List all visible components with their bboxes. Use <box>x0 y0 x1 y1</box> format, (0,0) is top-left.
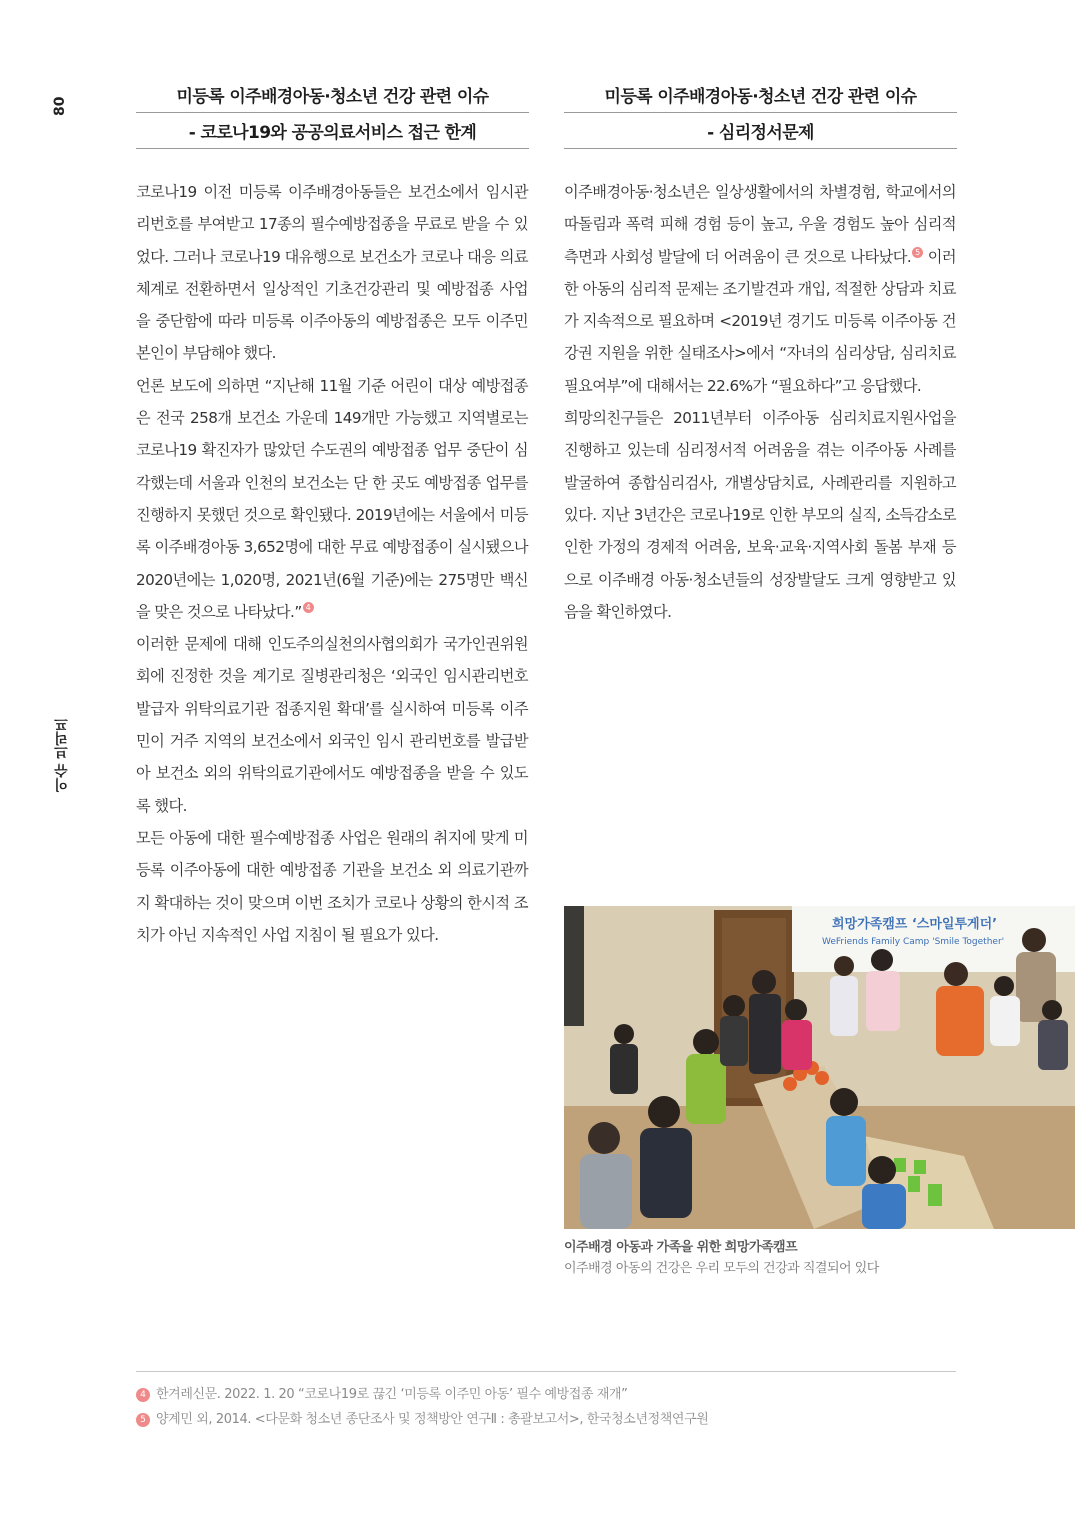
left-heading-line2: - 코로나19와 공공의료서비스 접근 한계 <box>136 117 529 149</box>
right-paragraph: 희망의친구들은 2011년부터 이주아동 심리치료지원사업을 진행하고 있는데 심리정서적 어려움을 겪는 이주아동 사례를 발굴하여 종합심리검사, 개별상담치료, 사례관리를 지원하고 있다. 지난 3년간은 코로나19로 인한 부모의 실직, 소득감소로 인한 가정의 경제적 어려움, 보육·교육·지역사회 돌봄 부재 등으로 이주배경 아동·청소년들의 성장발달도 크게 영향받고 있음을 확인하였다. <box>564 409 956 621</box>
footnote-marker[interactable]: 5 <box>912 247 923 258</box>
left-heading-line1: 미등록 이주배경아동·청소년 건강 관련 이슈 <box>136 82 529 113</box>
right-heading-line1: 미등록 이주배경아동·청소년 건강 관련 이슈 <box>564 82 957 113</box>
footnote-marker[interactable]: 4 <box>303 602 314 613</box>
footnote-text: 한겨레신문. 2022. 1. 20 “코로나19로 끊긴 ‘미등록 이주민 아동’ 필수 예방접종 재개” <box>156 1387 628 1402</box>
caption-title: 이주배경 아동과 가족을 위한 희망가족캠프 <box>564 1240 798 1255</box>
left-paragraph: 코로나19 이전 미등록 이주배경아동들은 보건소에서 임시관리번호를 부여받고 17종의 필수예방접종을 무료로 받을 수 있었다. 그러나 코로나19 대유행으로 보건소가 코로나 대응 의료체계로 전환하면서 일상적인 기초건강관리 및 예방접종 사업을 중단함에 따라 미등록 이주아동의 예방접종은 모두 이주민 본인이 부담해야 했다. <box>136 183 528 363</box>
right-column-heading <box>564 82 957 149</box>
banner-subtitle: WeFriends Family Camp 'Smile Together' <box>822 937 1005 947</box>
left-column-heading <box>136 82 529 149</box>
left-paragraph: 모든 아동에 대한 필수예방접종 사업은 원래의 취지에 맞게 미등록 이주아동에 대한 예방접종 기관을 보건소 외 의료기관까지 확대하는 것이 맞으며 이번 조치가 코로나 상황의 한시적 조치가 아닌 지속적인 사업 지침이 될 필요가 있다. <box>136 828 528 944</box>
left-column-body <box>136 176 528 951</box>
caption-subtitle: 이주배경 아동의 건강은 우리 모두의 건강과 직결되어 있다 <box>564 1261 879 1276</box>
right-heading-line2: - 심리정서문제 <box>564 117 957 149</box>
camp-photo <box>564 906 1075 1229</box>
left-paragraph-text: 언론 보도에 의하면 “지난해 11월 기준 어린이 대상 예방접종은 전국 258개 보건소 가운데 149개만 가능했고 지역별로는 코로나19 확진자가 많았던 수도권의 예방접종 업무 중단이 심각했는데 서울과 인천의 보건소는 단 한 곳도 예방접종 업무를 진행하지 못했던 것으로 확인됐다. 2019년에는 서울에서 미등록 이주배경아동 3,652명에 대한 무료 예방접종이 실시됐으나 2020년에는 1,020명, 2021년(6월 기준)에는 275명만 백신을 맞은 것으로 나타났다.” <box>136 376 528 621</box>
camp-photo-illustration <box>564 906 1075 1229</box>
left-paragraph <box>136 370 528 628</box>
footnote-item <box>136 1385 956 1405</box>
footnote-number: 4 <box>136 1388 150 1402</box>
section-side-title: 이슈 브리프 <box>54 717 70 792</box>
footnote-item <box>136 1410 956 1430</box>
right-column-body <box>564 176 956 628</box>
left-paragraph: 이러한 문제에 대해 인도주의실천의사협의회가 국가인권위원회에 진정한 것을 계기로 질병관리청은 ‘외국인 임시관리번호발급자 위탁의료기관 접종지원 확대’를 실시하여 미등록 이주민이 거주 지역의 보건소에서 외국인 임시 관리번호를 발급받아 보건소 외의 위탁의료기관에서도 예방접종을 받을 수 있도록 했다. <box>136 635 528 815</box>
footnote-text: 양계민 외, 2014. <다문화 청소년 종단조사 및 정책방안 연구Ⅱ : 총괄보고서>, 한국청소년정책연구원 <box>156 1412 709 1427</box>
page-number: 80 <box>52 96 68 116</box>
footnote-number: 5 <box>136 1413 150 1427</box>
photo-caption <box>564 1237 1064 1279</box>
footnote-divider <box>136 1371 956 1372</box>
banner-title: 희망가족캠프 ‘스마일투게더’ <box>832 917 998 932</box>
right-paragraph-text: 이러한 아동의 심리적 문제는 조기발견과 개입, 적절한 상담과 치료가 지속적으로 필요하며 <2019년 경기도 미등록 이주아동 건강권 지원을 위한 실태조사>에서 “자녀의 심리상담, 심리치료 필요여부”에 대해서는 22.6%가 “필요하다”고 응답했다. <box>564 247 956 395</box>
right-paragraph-text: 이주배경아동·청소년은 일상생활에서의 차별경험, 학교에서의 따돌림과 폭력 피해 경험 등이 높고, 우울 경험도 높아 심리적 측면과 사회성 발달에 더 어려움이 큰 것으로 나타났다. <box>564 183 956 266</box>
right-paragraph <box>564 176 956 402</box>
